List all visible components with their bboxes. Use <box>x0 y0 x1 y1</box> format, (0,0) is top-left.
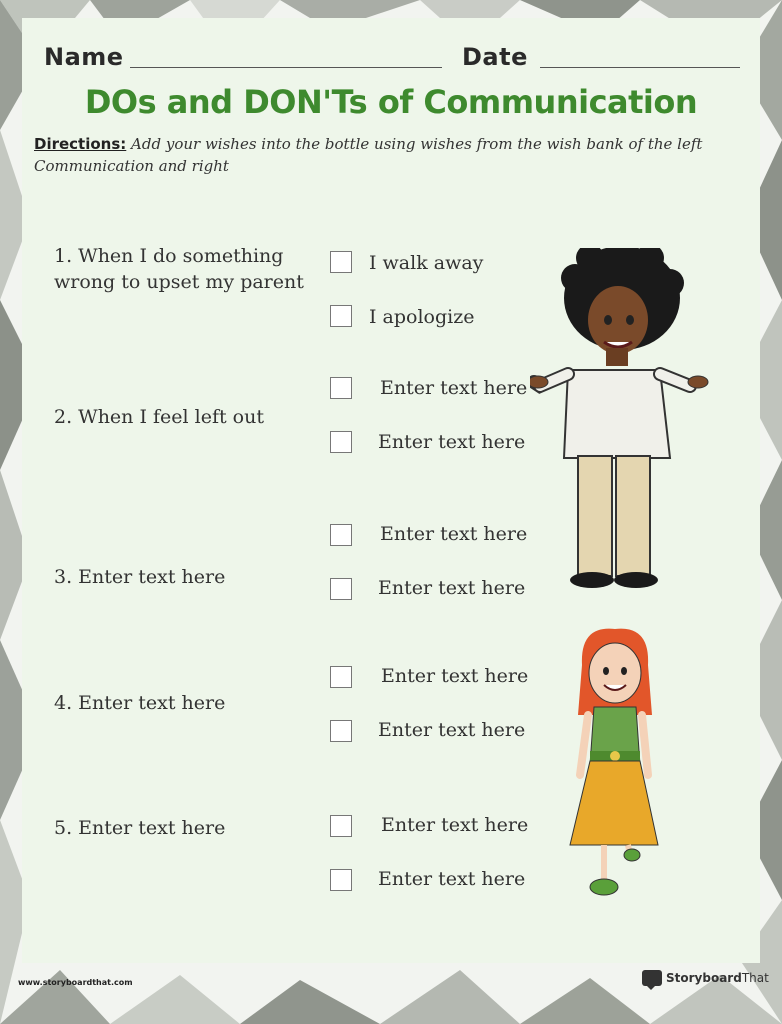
character-illustration-boy <box>530 248 710 598</box>
question-5: 5. Enter text here <box>54 817 226 839</box>
logo-text-b: That <box>741 971 769 985</box>
option-q3-a: Enter text here <box>380 523 528 545</box>
option-q5-a: Enter text here <box>381 814 529 836</box>
option-q4-b: Enter text here <box>378 719 526 741</box>
question-2: 2. When I feel left out <box>54 406 264 428</box>
checkbox-q5-b[interactable] <box>330 869 352 891</box>
speech-bubble-icon <box>642 970 662 986</box>
question-4: 4. Enter text here <box>54 692 226 714</box>
checkbox-q3-a[interactable] <box>330 524 352 546</box>
checkbox-q2-b[interactable] <box>330 431 352 453</box>
option-q1-a: I walk away <box>369 252 484 274</box>
checkbox-q5-a[interactable] <box>330 815 352 837</box>
option-q3-b: Enter text here <box>378 577 526 599</box>
question-3: 3. Enter text here <box>54 566 226 588</box>
option-q1-b: I apologize <box>369 306 475 328</box>
option-q2-b: Enter text here <box>378 431 526 453</box>
question-1: 1. When I do something wrong to upset my parent <box>54 245 304 293</box>
directions-label: Directions: <box>34 135 127 153</box>
checkbox-q2-a[interactable] <box>330 377 352 399</box>
option-q5-b: Enter text here <box>378 868 526 890</box>
directions <box>34 133 734 177</box>
footer-url[interactable]: www.storyboardthat.com <box>18 978 133 987</box>
directions-text: Add your wishes into the bottle using wishes from the wish bank of the left Communication and right <box>34 135 703 175</box>
checkbox-q1-b[interactable] <box>330 305 352 327</box>
checkbox-q4-b[interactable] <box>330 720 352 742</box>
checkbox-q3-b[interactable] <box>330 578 352 600</box>
checkbox-q1-a[interactable] <box>330 251 352 273</box>
logo-text-a: Storyboard <box>666 971 742 985</box>
checkbox-q4-a[interactable] <box>330 666 352 688</box>
name-line[interactable] <box>130 67 442 68</box>
option-q4-a: Enter text here <box>381 665 529 687</box>
storyboardthat-logo <box>642 968 769 988</box>
name-label: Name <box>44 43 124 71</box>
page-title: DOs and DON'Ts of Communication <box>84 83 698 121</box>
character-illustration-girl <box>560 625 670 905</box>
option-q2-a: Enter text here <box>380 377 528 399</box>
date-line[interactable] <box>540 67 740 68</box>
date-label: Date <box>462 43 528 71</box>
